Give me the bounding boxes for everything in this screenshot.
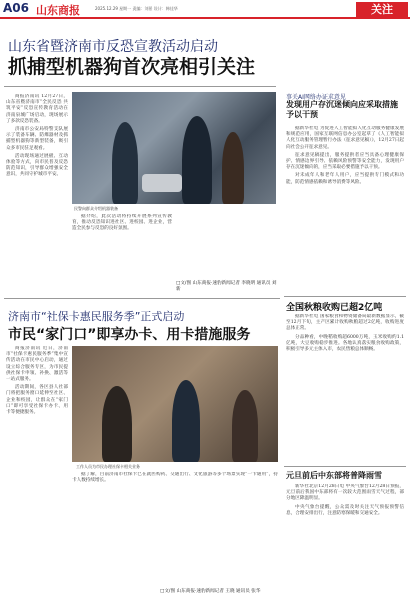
section-label: 关注 [356, 2, 408, 18]
right1-body [286, 126, 404, 294]
right2-headline: 全国秋粮收购已超2亿吨 [286, 303, 383, 313]
photo-figure [232, 390, 258, 462]
lead-paragraph: 济南市公安局特警支队展示了装备车辆、防爆器材及抓捕型机器狗等新型装备，吸引众多市民驻足观看。 [6, 127, 68, 151]
right3-paragraph: 中央气象台提醒，公众需及时关注天气预报预警信息，合理安排出行，注意防寒保暖和交通安全。 [286, 504, 404, 516]
bottom-photo [72, 346, 278, 462]
right3-headline: 元旦前后中东部将普降雨雪 [286, 471, 382, 480]
right1-paragraph: 对未成年人和老年人用户，应当提供专门模式和功能，防范情感依赖和诱导消费等风险。 [286, 173, 404, 185]
right1-kicker: 事关AI网络办证求意见 [286, 94, 346, 101]
lead-kicker: 山东省暨济南市反恐宣教活动启动 [8, 39, 218, 55]
bottom-kicker: 济南市“社保卡惠民服务季”正式启动 [8, 310, 185, 323]
issue-meta: 2025.12.29 星期一 责编：刘景 设计：韩佳华 [95, 6, 178, 11]
lead-body-col2 [72, 214, 172, 294]
right2-paragraph: 分品种看，中晚稻收购超6000万吨，玉米收购约1.1亿吨，大豆收购稳步推进。各地认真落实粮食收购政策，积极引导多元主体入市，农民售粮总体顺畅。 [286, 334, 404, 353]
photo-figure [172, 380, 200, 462]
right1-paragraph: 征求意见稿提出，服务提供者应当具备心理健康保护、情感边界引导、依赖风险预警等安全能力，发现用户存在沉迷倾向的，应当采取必要措施予以干预。 [286, 152, 404, 171]
lead-paragraph: 商报济南讯 12月27日，山东省暨济南市“全民反恐 共筑平安”反恐宣传教育活动在济南泉城广场启动，现场展示了多款反恐装备。 [6, 94, 68, 124]
photo-figure [102, 386, 132, 462]
lead-photo-caption: 民警向群众介绍机器装备 [74, 206, 118, 211]
right2-paragraph: 据新华社电 国家粮食和物资储备局最新数据显示，截至12月下旬，主产区累计收购秋粮超过2亿吨，收购进度总体正常。 [286, 314, 404, 332]
right1-headline: 发现用户存沉迷倾向应采取措施予以干预 [286, 100, 398, 119]
lead-divider [4, 86, 276, 87]
right-divider [284, 466, 406, 467]
bottom-divider [4, 298, 280, 299]
lead-headline: 抓捕型机器狗首次亮相引关注 [8, 56, 256, 78]
page-header [0, 0, 410, 19]
paper-name: 山东商报 [36, 4, 80, 17]
bottom-paragraph: 商报济南讯 近日，济南市“社保卡惠民服务季”集中宣传活动在市民中心启动，通过设立综合服务专区，为市民提供社保卡申领、补换、激活等一站式服务。 [6, 346, 68, 383]
bottom-credit: □文/图 山东商报·速豹新闻记者 王晓 通讯员 张华 [160, 589, 261, 594]
bottom-body-col1 [6, 346, 68, 596]
lead-credit: □文/图 山东商报·速豹新闻记者 李晓明 通讯员 刘新 [176, 281, 277, 292]
photo-figure [222, 132, 244, 204]
bottom-paragraph: 活动期间，各区县人社部门将把服务窗口延伸至社区、企业和校园，让群众在“家门口”即可享受社保卡办卡、用卡等便捷服务。 [6, 385, 68, 416]
page-number: A06 [3, 1, 29, 15]
lead-photo [72, 92, 276, 204]
photo-figure [112, 122, 138, 204]
robot-dog-shape [142, 174, 182, 192]
right-divider [284, 296, 406, 297]
bottom-headline: 市民“家门口”即享办卡、用卡措施服务 [8, 327, 251, 343]
right2-body [286, 314, 404, 464]
lead-paragraph: 据介绍，此次活动将持续开展系列宣传教育，推动反恐知识进社区、进校园、进企业，营造全民参与反恐的良好氛围。 [72, 214, 172, 232]
photo-figure [182, 116, 212, 204]
right3-paragraph: 新华社北京12月28日电 中央气象台12月28日预报，元旦前后我国中东部将有一次较大范围雨雪天气过程，部分地区降温明显。 [286, 484, 404, 502]
right3-body [286, 484, 404, 596]
bottom-paragraph: 据了解，目前济南市社保卡已在就医购药、交通出行、文化旅游等多个场景实现“一卡通用”，持卡人数持续增长。 [72, 472, 278, 484]
bottom-photo-caption: 工作人员为市民办理社保卡相关业务 [76, 464, 140, 469]
lead-body-col1 [6, 94, 68, 326]
bottom-body-col2 [72, 472, 278, 584]
lead-paragraph: 活动现场通过展板、互动体验等方式，向市民普及反恐防范知识，引导群众增强安全意识，共同守护城市平安。 [6, 153, 68, 178]
right1-paragraph: 据新华社电 为促进人工智能拟人化互动服务健康发展和规范应用，国家互联网信息办公室起草了《人工智能拟人化互动服务管理暂行办法（征求意见稿）》，12月27日起向社会公开征求意见。 [286, 126, 404, 150]
